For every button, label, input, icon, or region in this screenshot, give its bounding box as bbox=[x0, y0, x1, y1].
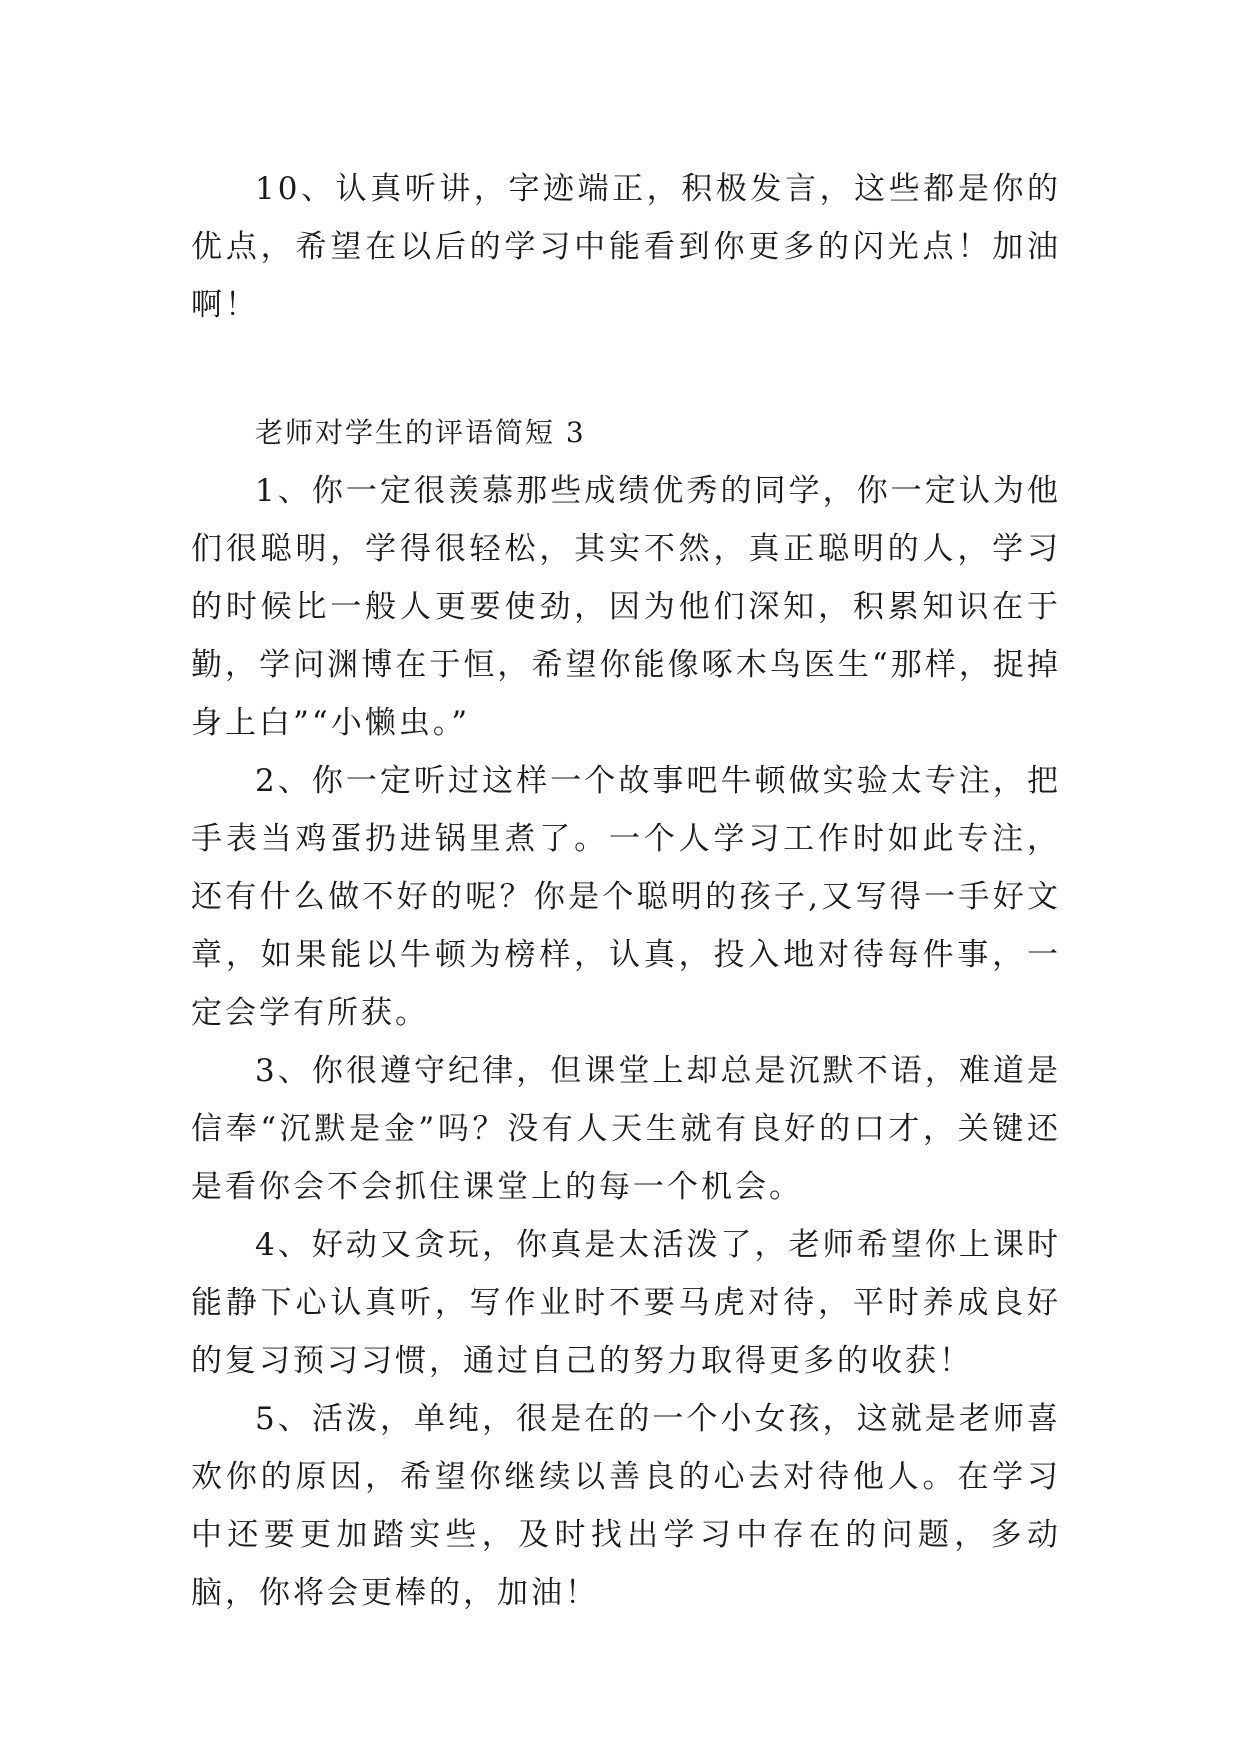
comment-paragraph-4: 4、好动又贪玩，你真是太活泼了，老师希望你上课时能静下心认真听，写作业时不要马虎对待，平时养成良好的复习预习习惯，通过自己的努力取得更多的收获！ bbox=[191, 1227, 1061, 1379]
section-spacer bbox=[191, 334, 1061, 404]
section-heading: 老师对学生的评语简短 3 bbox=[255, 416, 586, 449]
comment-paragraph-1: 1、你一定很羡慕那些成绩优秀的同学，你一定认为他们很聪明，学得很轻松，其实不然，真正聪明的人，学习的时候比一般人更要使劲，因为他们深知，积累知识在于勤，学问渊博在于恒，希望你能像啄木鸟医生“那样，捉掉身上白”“小懒虫。” bbox=[191, 473, 1061, 741]
comment-paragraph-5: 5、活泼，单纯，很是在的一个小女孩，这就是老师喜欢你的原因，希望你继续以善良的心去对待他人。在学习中还要更加踏实些，及时找出学习中存在的问题，多动脑，你将会更棒的，加油！ bbox=[191, 1401, 1061, 1611]
document-page bbox=[191, 160, 1061, 1622]
comment-paragraph-3: 3、你很遵守纪律，但课堂上却总是沉默不语，难道是信奉“沉默是金”吗？没有人天生就有良好的口才，关键还是看你会不会抓住课堂上的每一个机会。 bbox=[191, 1053, 1061, 1205]
intro-paragraph: 10、认真听讲，字迹端正，积极发言，这些都是你的优点，希望在以后的学习中能看到你更多的闪光点！加油啊！ bbox=[191, 171, 1061, 323]
comment-paragraph-2: 2、你一定听过这样一个故事吧牛顿做实验太专注，把手表当鸡蛋扔进锅里煮了。一个人学习工作时如此专注，还有什么做不好的呢？你是个聪明的孩子,又写得一手好文章，如果能以牛顿为榜样，认真，投入地对待每件事，一定会学有所获。 bbox=[191, 763, 1061, 1031]
